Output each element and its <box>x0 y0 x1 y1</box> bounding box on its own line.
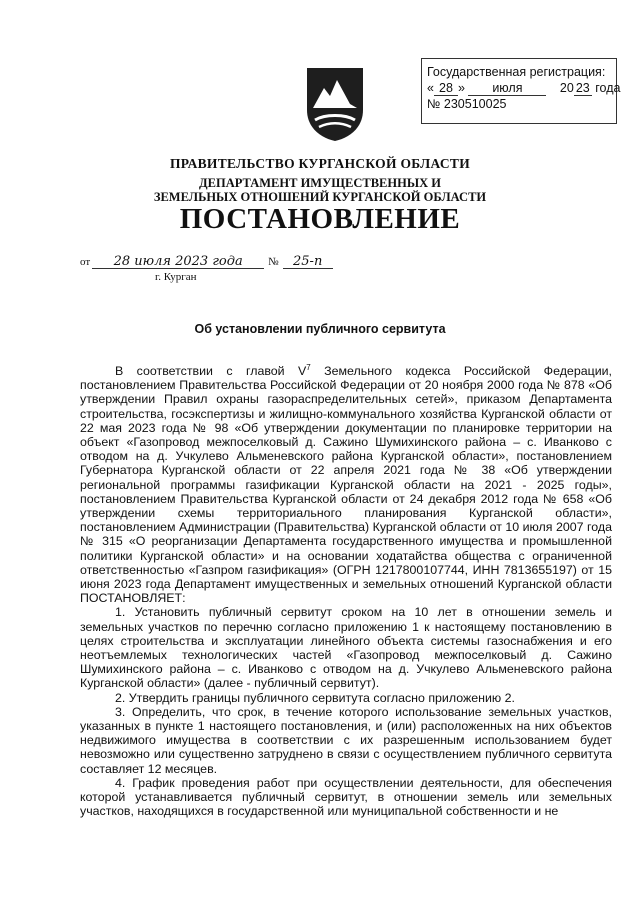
handwritten-number: 25-п <box>283 255 333 269</box>
clause-4: 4. График проведения работ при осуществлении деятельности, для обеспечения которой устанавливается публичный сервитут, в отношении земель или земельных участков, находящихся в государственной или муниципальной собственности и не <box>80 775 612 819</box>
registration-month: июля <box>468 81 546 96</box>
city: г. Курган <box>155 271 197 283</box>
handwritten-date: 28 июля 2023 года <box>92 255 264 269</box>
clause-1: 1. Установить публичный сервитут сроком на 10 лет в отношении земель и земельных участков по перечню согласно приложению 1 к настоящему постановлению в целях строительства и эксплуатации линейного объекта системы газоснабжения и его неотъемлемых технологических частей «Газопровод межпоселковый д. Сажино Шумихинского района – с. Иванково с отводом на д. Учкулево Альменевского района Курганской области» (далее - публичный сервитут). <box>80 605 612 691</box>
coat-of-arms-emblem <box>303 64 367 142</box>
document-body <box>80 364 612 819</box>
government-name: ПРАВИТЕЛЬСТВО КУРГАНСКОЙ ОБЛАСТИ <box>169 156 471 171</box>
registration-date: « 28 » июля 20 23 года <box>427 81 621 95</box>
registration-day: 28 <box>434 81 458 96</box>
registration-number: № 230510025 <box>427 97 507 111</box>
registration-title: Государственная регистрация: <box>427 65 606 79</box>
document-date-number: от 28 июля 2023 года № 25-п <box>80 255 333 269</box>
clause-3: 3. Определить, что срок, в течение которого использование земельных участков, указанных в пункте 1 настоящего постановления, и (или) расположенных на них объектов недвижимого имущества в соответствии с их разрешенным использованием будет невозможно или существенно затруднено в связи с осуществлением публичного сервитута составляет 12 месяцев. <box>80 704 612 776</box>
registration-stamp <box>421 58 621 124</box>
department-name-line2: ЗЕМЕЛЬНЫХ ОТНОШЕНИЙ КУРГАНСКОЙ ОБЛАСТИ <box>153 190 487 204</box>
department-name-line1: ДЕПАРТАМЕНТ ИМУЩЕСТВЕННЫХ И <box>199 176 441 190</box>
clause-2: 2. Утвердить границы публичного сервитута согласно приложению 2. <box>115 690 515 705</box>
preamble-paragraph: В соответствии с главой $V^7$ Земельного кодекса Российской Федерации, постановлением Правительства Российской Федерации от 20 ноября 2000 года № 878 «Об утверждении Правил охраны газораспределительных сетей», приказом Департамента строительства, госэкспертизы и жилищно-коммунального хозяйства Курганской области от 22 мая 2023 года № 98 «Об утверждении документации по планировке территории на объект «Газопровод межпоселковый д. Сажино Шумихинского района – с. Иванково с отводом на д. Учкулево Альменевского района Курганской области», постановлением Губернатора Курганской области от 22 апреля 2021 года № 38 «Об утверждении региональной программы газификации Курганской области на 2021 - 2025 годы», постановлением Правительства Курганской области от 24 декабря 2012 года № 658 «Об утверждении схемы территориального планирования Курганской области», постановлением Администрации (Правительства) Курганской области от 10 июля 2007 года № 315 «О реорганизации Департамента государственного имущества и промышленной политики Курганской области» и на основании ходатайства общества с ограниченной ответственностью «Газпром газификация» (ОГРН 1217800107744, ИНН 7813655197) от 15 июня 2023 года Департамент имущественных и земельных отношений Курганской области ПОСТАНОВЛЯЕТ: <box>80 362 612 606</box>
registration-year: 23 <box>574 81 592 96</box>
document-type: ПОСТАНОВЛЕНИЕ <box>179 203 461 235</box>
document-title: Об установлении публичного сервитута <box>194 322 446 336</box>
